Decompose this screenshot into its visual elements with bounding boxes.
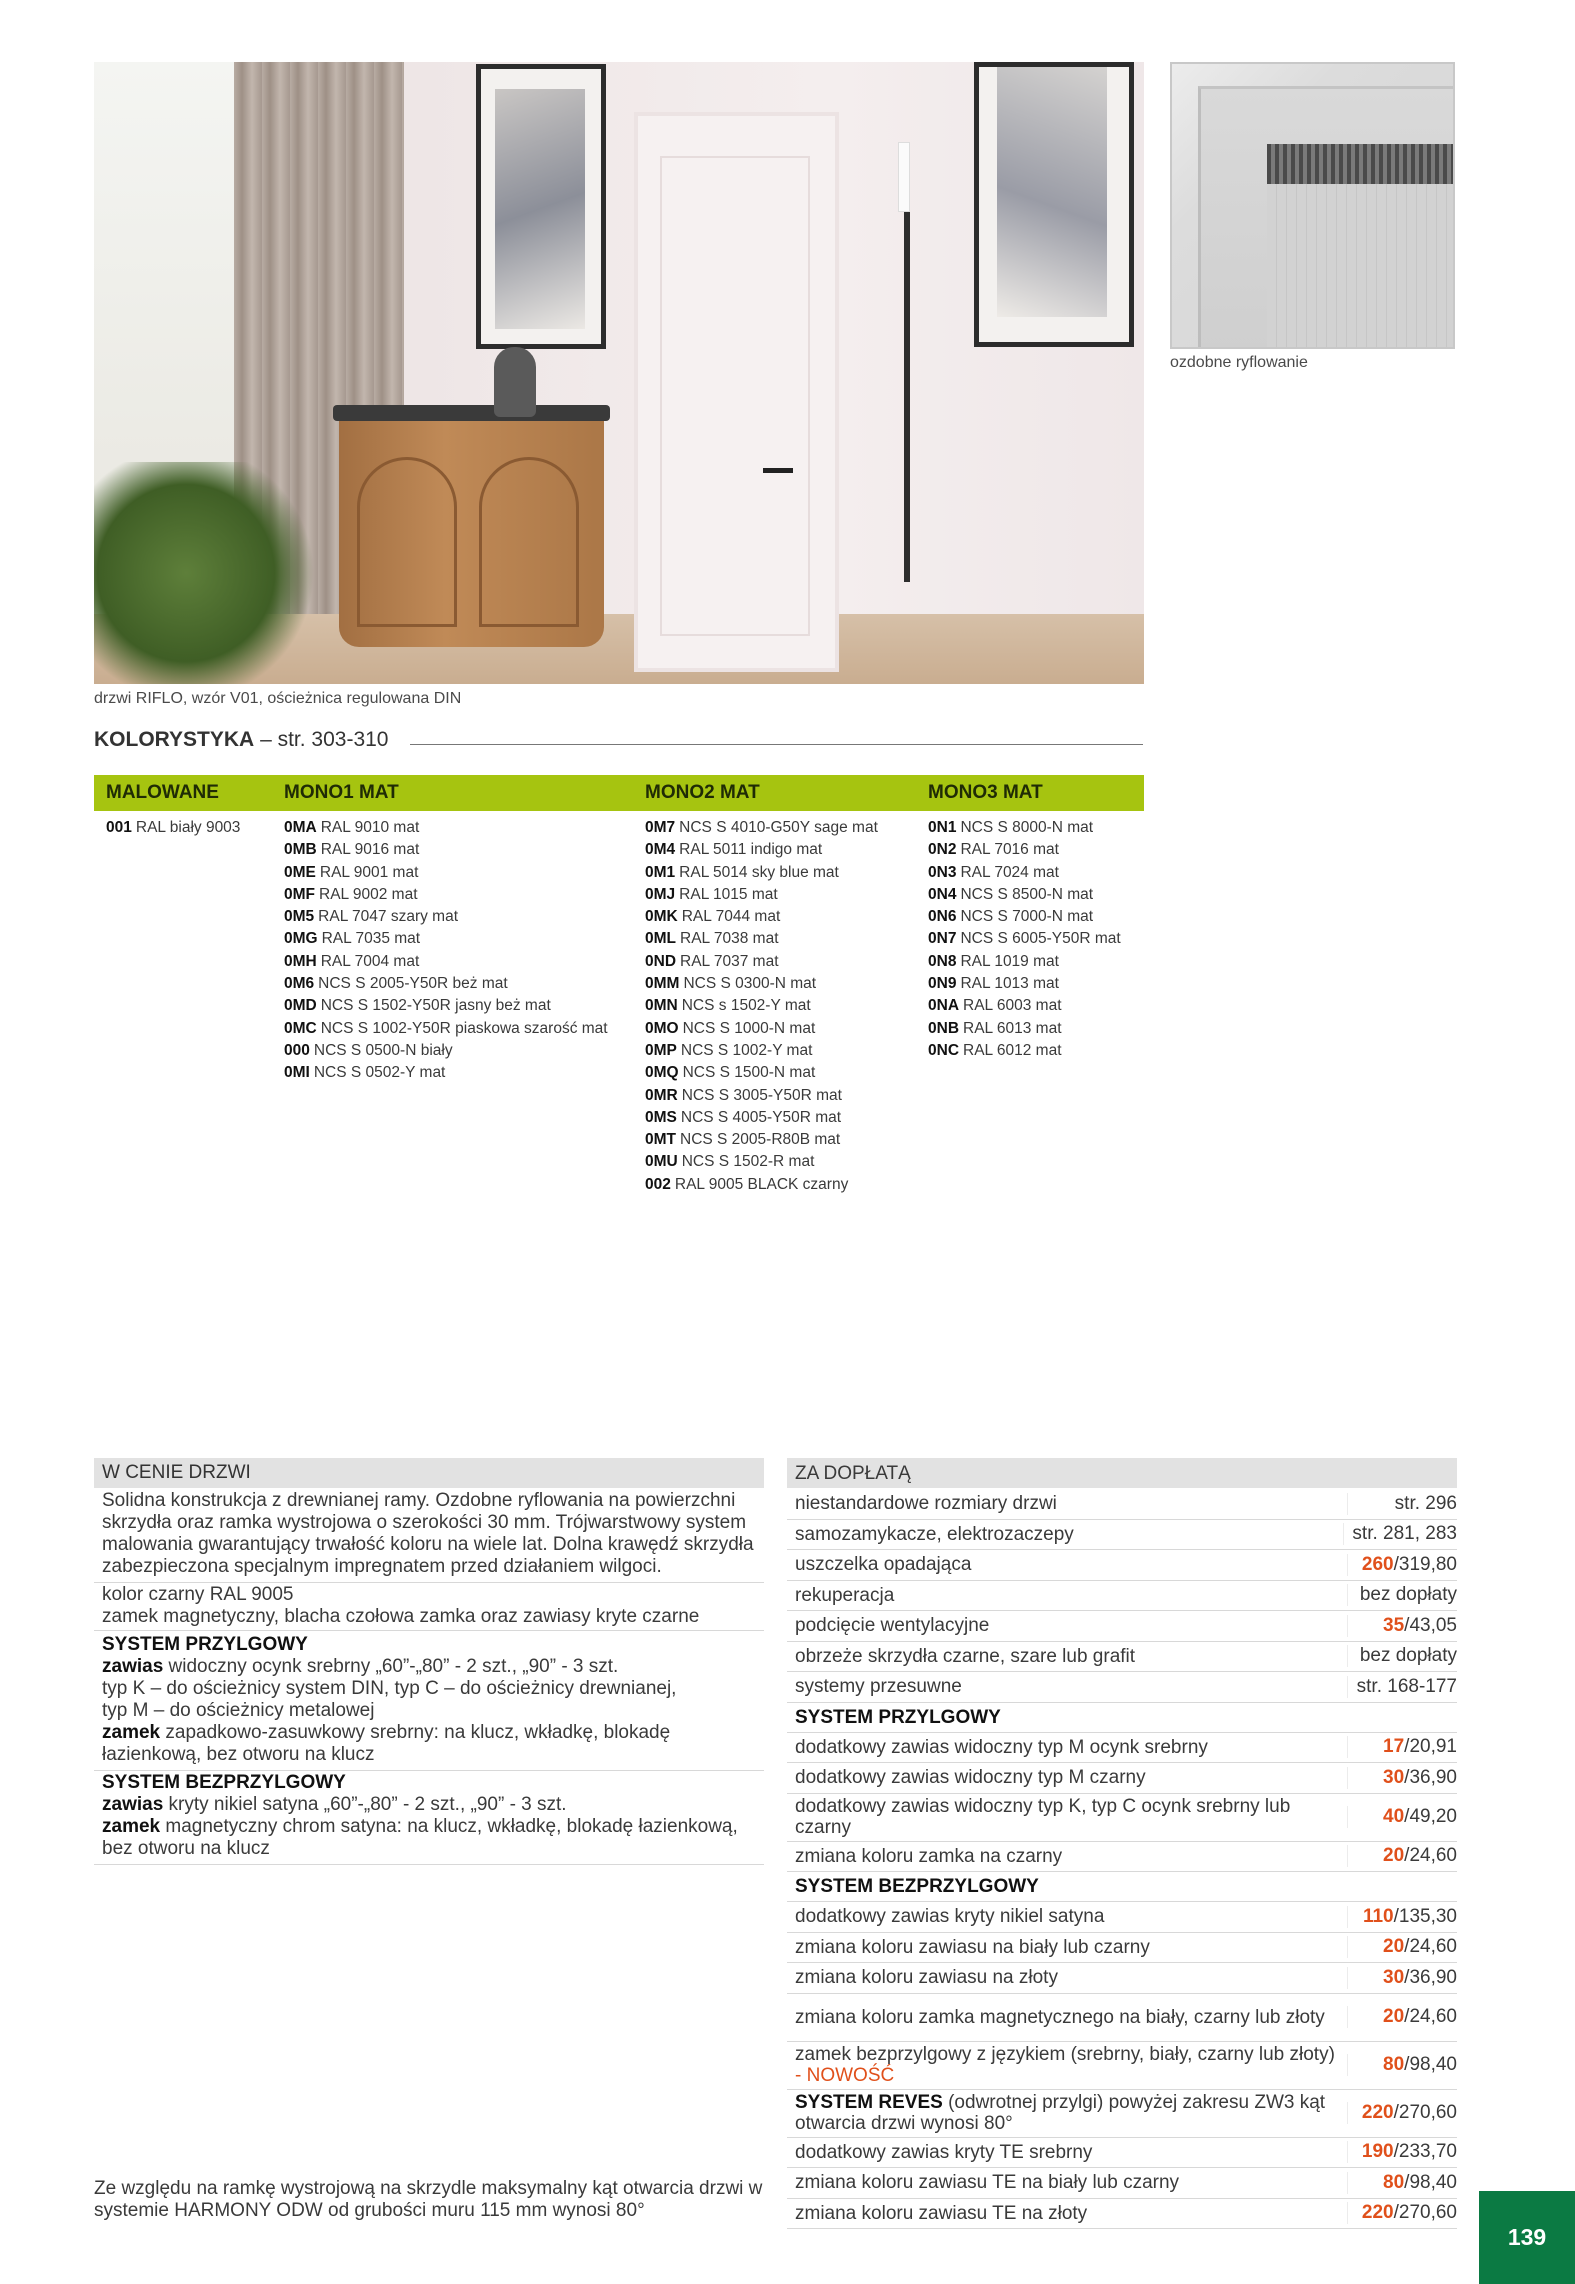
color-name: RAL 7038 mat	[680, 930, 779, 948]
header-mono2: MONO2 MAT	[645, 782, 760, 803]
color-code: 0MJ	[645, 885, 676, 903]
color-code: 0MH	[284, 952, 317, 970]
price-row	[787, 1794, 1457, 1842]
color-item	[645, 1129, 878, 1151]
price-value: 35/43,05	[1347, 1615, 1457, 1637]
color-name: RAL 9016 mat	[320, 841, 420, 859]
color-code: 0M5	[284, 908, 315, 926]
color-name: RAL 9005 BLACK czarny	[674, 1175, 849, 1193]
typ-k-line: typ K – do ościeżnicy system DIN, typ C – do ościeżnicy drewnianej,	[102, 1678, 677, 1699]
color-code: 0MK	[645, 908, 678, 926]
price-row	[787, 1672, 1457, 1703]
price-value: 190/233,70	[1347, 2141, 1457, 2163]
color-code: 0MP	[645, 1041, 677, 1059]
w-cenie-bezprzylgowy	[94, 1772, 764, 1865]
page-number-badge: 139	[1479, 2191, 1575, 2284]
price-value: str. 168-177	[1347, 1676, 1457, 1698]
color-name: NCS S 1500-N mat	[682, 1064, 816, 1082]
price-value: 20/24,60	[1347, 1936, 1457, 1958]
section-row	[787, 1703, 1457, 1733]
price-label: podcięcie wentylacyjne	[795, 1615, 990, 1637]
za-doplata-title: ZA DOPŁATĄ	[795, 1462, 911, 1484]
color-name: RAL 6003 mat	[963, 997, 1062, 1015]
color-item	[284, 928, 608, 950]
cabinet	[339, 417, 604, 647]
color-code: 0N4	[928, 885, 957, 903]
price-label: zmiana koloru zawiasu TE na biały lub czarny	[795, 2172, 1180, 2194]
color-item	[645, 1062, 878, 1084]
color-name: NCS S 0300-N mat	[683, 975, 817, 993]
price-label: dodatkowy zawias widoczny typ M czarny	[795, 1767, 1146, 1789]
section-row	[787, 1872, 1457, 1902]
section-title: SYSTEM BEZPRZYLGOWY	[795, 1876, 1039, 1897]
color-code: 0MS	[645, 1108, 677, 1126]
bezprzylgowy-title: SYSTEM BEZPRZYLGOWY	[102, 1772, 346, 1793]
color-code: 0N2	[928, 841, 957, 859]
color-item	[284, 862, 608, 884]
color-item	[284, 1018, 608, 1040]
color-name: NCS S 1502-R mat	[681, 1153, 815, 1171]
price-label: dodatkowy zawias kryty nikiel satyna	[795, 1906, 1105, 1928]
color-item	[645, 995, 878, 1017]
price-value: 30/36,90	[1347, 1967, 1457, 1989]
detail-photo	[1170, 62, 1455, 349]
color-name: RAL 7035 mat	[321, 930, 421, 948]
color-item	[928, 951, 1121, 973]
color-code: 0MN	[645, 997, 678, 1015]
wall-picture-left	[476, 64, 606, 349]
color-name: RAL 9002 mat	[319, 885, 418, 903]
color-name: RAL 6013 mat	[963, 1019, 1062, 1037]
color-name: RAL 9010 mat	[320, 819, 420, 836]
color-item	[106, 817, 240, 839]
colors-mono2-list	[645, 817, 878, 1196]
color-name: RAL 6012 mat	[963, 1041, 1062, 1059]
color-name: RAL 7044 mat	[681, 908, 781, 926]
new-badge: - NOWOŚĆ	[795, 2065, 895, 2086]
price-value: 80/98,40	[1347, 2054, 1457, 2076]
price-row	[787, 2199, 1457, 2230]
color-name: NCS S 4005-Y50R mat	[680, 1108, 842, 1126]
zawias-text: kryty nikiel satyna „60”-„80” - 2 szt., „90” - 3 szt.	[163, 1794, 567, 1815]
za-doplata-header	[787, 1458, 1457, 1489]
zawias-label: zawias	[102, 1656, 164, 1677]
color-name: NCS S 0500-N biały	[313, 1041, 453, 1059]
zamek-text: zapadkowo-zasuwkowy srebrny: na klucz, wkładkę, blokadę łazienkową, bez otworu na klucz	[102, 1722, 671, 1765]
zamek-label: zamek	[102, 1722, 161, 1743]
color-code: 002	[645, 1175, 671, 1193]
color-item	[645, 1107, 878, 1129]
color-item	[928, 817, 1121, 839]
price-row	[787, 2042, 1457, 2090]
color-name: RAL biały 9003	[135, 819, 241, 836]
zawias-text: widoczny ocynk srebrny „60”-„80” - 2 szt., „90” - 3 szt.	[163, 1656, 619, 1677]
price-label: niestandardowe rozmiary drzwi	[795, 1493, 1057, 1515]
wall-lamp	[904, 212, 910, 582]
price-value: bez dopłaty	[1347, 1584, 1457, 1606]
color-item	[284, 817, 608, 839]
color-code: 0MI	[284, 1064, 310, 1082]
price-row	[787, 1933, 1457, 1964]
color-item	[928, 884, 1121, 906]
color-item	[928, 906, 1121, 928]
colors-malowane-list	[106, 817, 240, 839]
price-value: 110/135,30	[1347, 1906, 1457, 1928]
price-label: systemy przesuwne	[795, 1676, 962, 1698]
price-label: zamek bezprzylgowy z językiem (srebrny, biały, czarny lub złoty) - NOWOŚĆ	[795, 2044, 1335, 2086]
color-code: 0MG	[284, 930, 318, 948]
color-code: 0ML	[645, 930, 676, 948]
price-value: 17/20,91	[1347, 1736, 1457, 1758]
color-item	[645, 862, 878, 884]
za-doplata-table	[787, 1458, 1457, 2229]
price-row	[787, 1489, 1457, 1520]
price-value: 20/24,60	[1347, 2006, 1457, 2028]
price-label: obrzeże skrzydła czarne, szare lub grafit	[795, 1645, 1136, 1667]
color-name: NCS S 7000-N mat	[960, 908, 1094, 926]
price-label: samozamykacze, elektrozaczepy	[795, 1523, 1074, 1545]
w-cenie-colors	[94, 1584, 764, 1631]
color-item	[928, 1018, 1121, 1040]
color-name: RAL 9001 mat	[319, 863, 419, 881]
color-item	[645, 951, 878, 973]
kolorystyka-title: KOLORYSTYKA	[94, 728, 255, 751]
typ-m-line: typ M – do ościeżnicy metalowej	[102, 1700, 375, 1721]
price-label: zmiana koloru zawiasu na złoty	[795, 1967, 1058, 1989]
door-riflo	[634, 112, 839, 672]
price-label: zmiana koloru zawiasu na biały lub czarny	[795, 1936, 1150, 1958]
color-code: 001	[106, 819, 132, 836]
color-name: RAL 7024 mat	[960, 863, 1059, 881]
w-cenie-przylgowy	[94, 1634, 764, 1771]
price-label: dodatkowy zawias widoczny typ M ocynk srebrny	[795, 1736, 1208, 1758]
price-value: bez dopłaty	[1347, 1645, 1457, 1667]
kolorystyka-header-bar	[94, 775, 1144, 811]
color-line: kolor czarny RAL 9005	[102, 1584, 294, 1605]
color-code: 0MM	[645, 975, 680, 993]
color-name: NCS S 0502-Y mat	[313, 1064, 446, 1082]
color-name: RAL 7004 mat	[320, 952, 420, 970]
color-code: 0MQ	[645, 1064, 679, 1082]
price-label: uszczelka opadająca	[795, 1554, 972, 1576]
price-row	[787, 1611, 1457, 1642]
price-label: rekuperacja	[795, 1584, 895, 1606]
kolorystyka-heading	[94, 728, 389, 752]
color-item	[284, 973, 608, 995]
color-name: NCS s 1502-Y mat	[681, 997, 811, 1015]
color-name: NCS S 8500-N mat	[960, 885, 1094, 903]
color-code: 0NB	[928, 1019, 960, 1037]
price-row	[787, 2138, 1457, 2169]
color-item	[645, 1018, 878, 1040]
color-item	[928, 928, 1121, 950]
color-code: 0NC	[928, 1041, 960, 1059]
color-item	[645, 839, 878, 861]
color-item	[645, 1151, 878, 1173]
color-code: 0MC	[284, 1019, 317, 1037]
color-item	[645, 928, 878, 950]
color-name: RAL 7037 mat	[680, 952, 779, 970]
color-name: NCS S 3005-Y50R mat	[681, 1086, 842, 1104]
color-code: 0MF	[284, 885, 315, 903]
door-handle	[763, 468, 793, 473]
color-item	[645, 906, 878, 928]
price-row	[787, 1642, 1457, 1673]
color-code: 0NA	[928, 997, 960, 1015]
przylgowy-title: SYSTEM PRZYLGOWY	[102, 1634, 308, 1655]
color-item	[284, 884, 608, 906]
colors-mono3-list	[928, 817, 1121, 1062]
price-value: 80/98,40	[1347, 2172, 1457, 2194]
color-item	[284, 906, 608, 928]
color-code: 0ND	[645, 952, 677, 970]
color-item	[928, 862, 1121, 884]
color-name: RAL 1019 mat	[960, 952, 1059, 970]
price-value: 40/49,20	[1347, 1806, 1457, 1828]
color-item	[928, 973, 1121, 995]
price-value: 260/319,80	[1347, 1554, 1457, 1576]
header-malowane: MALOWANE	[106, 782, 219, 803]
color-code: 0N7	[928, 930, 957, 948]
color-code: 0M6	[284, 975, 315, 993]
color-name: RAL 1015 mat	[679, 885, 778, 903]
color-code: 0MU	[645, 1153, 678, 1171]
price-value: 220/270,60	[1347, 2202, 1457, 2224]
color-item	[284, 1040, 608, 1062]
color-code: 0N1	[928, 819, 957, 836]
price-row	[787, 1902, 1457, 1933]
color-item	[645, 1040, 878, 1062]
price-label: dodatkowy zawias widoczny typ K, typ C ocynk srebrny lub czarny	[795, 1796, 1291, 1838]
color-code: 0MD	[284, 997, 317, 1015]
color-item	[645, 1174, 878, 1196]
color-code: 0N8	[928, 952, 957, 970]
colors-mono1-list	[284, 817, 608, 1085]
color-name: RAL 1013 mat	[960, 975, 1059, 993]
w-cenie-footnote: Ze względu na ramkę wystrojową na skrzydle maksymalny kąt otwarcia drzwi w systemie HARMONY ODW od grubości muru 115 mm wynosi 80°	[94, 2178, 763, 2221]
candle	[898, 142, 910, 212]
price-value: str. 296	[1347, 1493, 1457, 1515]
price-value: str. 281, 283	[1343, 1523, 1457, 1545]
w-cenie-intro: Solidna konstrukcja z drewnianej ramy. Ozdobne ryflowania na powierzchni skrzydła oraz ramka wystrojowa o szerokości 30 mm. Trójwarstwowy system malowania gwarantujący trwałość koloru na wiele lat. Dolna krawędź skrzydła zabezpieczona specjalnym impregnatem przed działaniem wilgoci.	[94, 1489, 764, 1583]
color-item	[645, 973, 878, 995]
kolorystyka-ref: – str. 303-310	[254, 728, 389, 751]
color-item	[928, 995, 1121, 1017]
color-name: NCS S 1000-N mat	[682, 1019, 816, 1037]
heading-rule	[410, 744, 1143, 745]
price-row	[787, 1733, 1457, 1764]
zawias-label: zawias	[102, 1794, 164, 1815]
price-row	[787, 1763, 1457, 1794]
detail-photo-caption: ozdobne ryflowanie	[1170, 354, 1308, 371]
color-name: NCS S 2005-R80B mat	[680, 1131, 841, 1149]
price-value: 220/270,60	[1347, 2102, 1457, 2124]
fluting-groove	[1267, 144, 1455, 184]
price-row	[787, 2168, 1457, 2199]
price-row	[787, 1842, 1457, 1873]
header-mono3: MONO3 MAT	[928, 782, 1043, 803]
color-name: NCS S 6005-Y50R mat	[960, 930, 1121, 948]
zamek-text: magnetyczny chrom satyna: na klucz, wkładkę, blokadę łazienkową, bez otworu na klucz	[102, 1816, 738, 1859]
color-name: RAL 7016 mat	[960, 841, 1059, 859]
color-item	[645, 884, 878, 906]
lock-line: zamek magnetyczny, blacha czołowa zamka oraz zawiasy kryte czarne	[102, 1606, 700, 1627]
price-label: dodatkowy zawias kryty TE srebrny	[795, 2141, 1093, 2163]
price-row	[787, 2090, 1457, 2138]
color-code: 000	[284, 1041, 310, 1059]
main-photo-caption: drzwi RIFLO, wzór V01, ościeżnica regulowana DIN	[94, 690, 462, 707]
color-code: 0M4	[645, 841, 676, 859]
price-value: 30/36,90	[1347, 1767, 1457, 1789]
color-code: 0MB	[284, 841, 317, 859]
color-name: NCS S 8000-N mat	[960, 819, 1094, 836]
price-label: SYSTEM REVES (odwrotnej przylgi) powyżej zakresu ZW3 kąt otwarcia drzwi wynosi 80°	[795, 2092, 1326, 2134]
color-name: RAL 7047 szary mat	[318, 908, 459, 926]
color-name: NCS S 1502-Y50R jasny beż mat	[320, 997, 551, 1015]
price-row	[787, 1994, 1457, 2042]
color-item	[928, 839, 1121, 861]
color-name: RAL 5011 indigo mat	[679, 841, 823, 859]
price-value: 20/24,60	[1347, 1845, 1457, 1867]
price-row	[787, 1581, 1457, 1612]
color-item	[928, 1040, 1121, 1062]
color-name: NCS S 4010-G50Y sage mat	[679, 819, 878, 836]
color-item	[645, 817, 878, 839]
color-item	[284, 839, 608, 861]
vase	[494, 347, 536, 417]
color-code: 0MT	[645, 1131, 676, 1149]
zamek-label: zamek	[102, 1816, 161, 1837]
color-item	[284, 1062, 608, 1084]
price-row	[787, 1963, 1457, 1994]
interior-photo	[94, 62, 1144, 684]
color-name: NCS S 2005-Y50R beż mat	[318, 975, 508, 993]
header-mono1: MONO1 MAT	[284, 782, 399, 803]
price-label: zmiana koloru zamka na czarny	[795, 1845, 1063, 1867]
w-cenie-title: W CENIE DRZWI	[94, 1458, 764, 1488]
color-code: 0ME	[284, 863, 316, 881]
color-name: NCS S 1002-Y mat	[680, 1041, 813, 1059]
section-title: SYSTEM PRZYLGOWY	[795, 1706, 1001, 1728]
color-item	[284, 995, 608, 1017]
color-code: 0M7	[645, 819, 676, 836]
price-row	[787, 1550, 1457, 1581]
color-code: 0N6	[928, 908, 957, 926]
color-code: 0MA	[284, 819, 317, 836]
color-item	[645, 1085, 878, 1107]
color-name: RAL 5014 sky blue mat	[679, 863, 839, 881]
color-code: 0N9	[928, 975, 957, 993]
color-code: 0MO	[645, 1019, 679, 1037]
price-label: zmiana koloru zamka magnetycznego na biały, czarny lub złoty	[795, 2006, 1325, 2028]
color-code: 0M1	[645, 863, 676, 881]
plant	[94, 462, 324, 684]
color-code: 0MR	[645, 1086, 678, 1104]
price-row	[787, 1520, 1457, 1551]
price-label: zmiana koloru zawiasu TE na złoty	[795, 2202, 1088, 2224]
wall-picture-right	[974, 62, 1134, 347]
color-name: NCS S 1002-Y50R piaskowa szarość mat	[320, 1019, 608, 1037]
color-code: 0N3	[928, 863, 957, 881]
color-item	[284, 951, 608, 973]
